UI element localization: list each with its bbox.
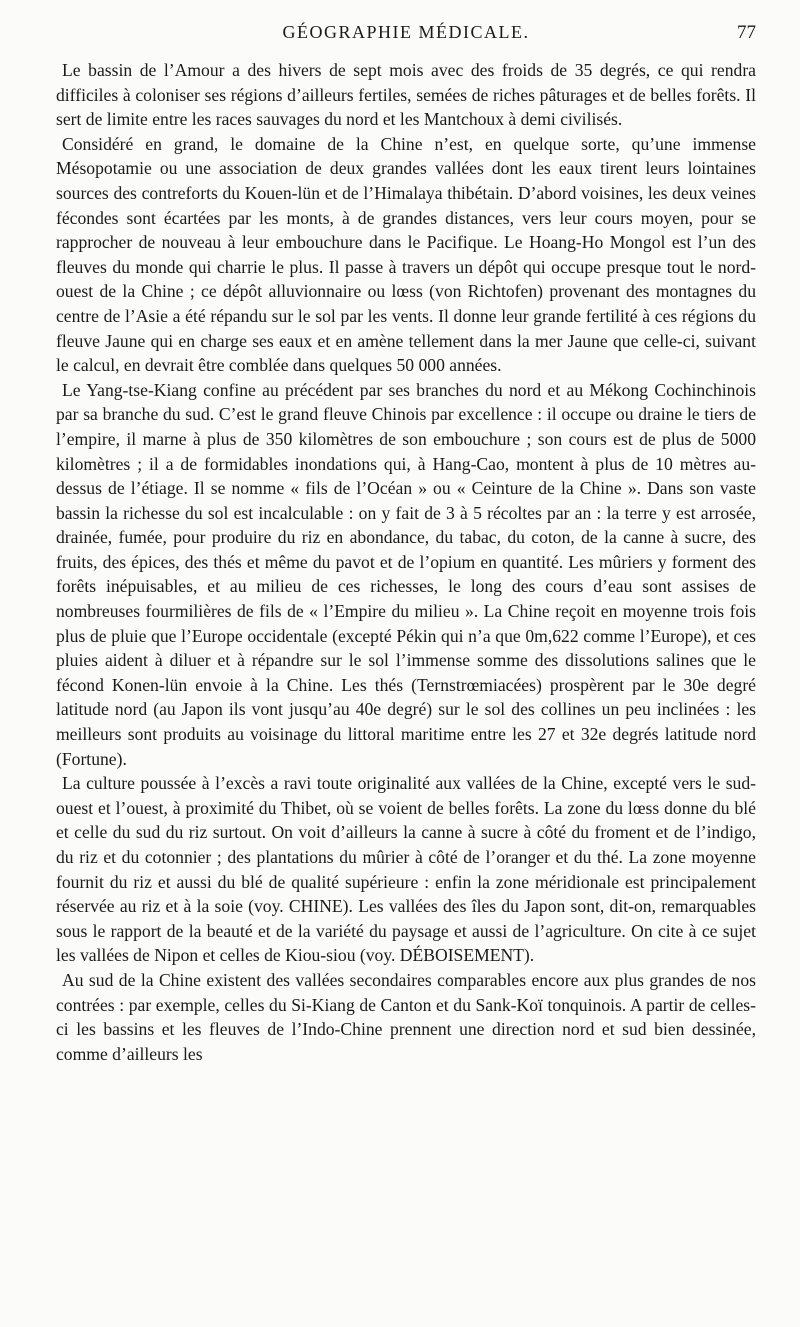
page-number: 77	[737, 22, 756, 43]
paragraph-text: Le bassin de l’Amour a des hivers de sept mois avec des froids de 35 degrés, ce qui rendra difficiles à coloniser ses régions d’ailleurs fertiles, semées de riches pâturages et de belles forêts. Il sert de limite entre les races sauvages du nord et les Mantchoux à demi civilisés.	[56, 60, 756, 130]
body-text	[56, 58, 756, 1066]
paragraph-amour-basin	[56, 58, 756, 132]
paragraph-south-china	[56, 968, 756, 1066]
page-header	[56, 22, 756, 52]
paragraph-yang-tse-kiang	[56, 378, 756, 772]
paragraph-text: Considéré en grand, le domaine de la Chine n’est, en quelque sorte, qu’une immense Mésopotamie ou une association de deux grandes vallées dont les eaux tirent leurs lointaines sources des contreforts du Kouen-lün et de l’Himalaya thibétain. D’abord voisines, les deux veines fécondes sont écartées par les monts, à de grandes distances, vers leur cours moyen, pour se rapprocher de nouveau à leur embouchure dans le Pacifique. Le Hoang-Ho Mongol est l’un des fleuves du monde qui charrie le plus. Il passe à travers un dépôt qui occupe presque tout le nord-ouest de la Chine ; ce dépôt alluvionnaire ou lœss (von Richtofen) provenant des montagnes du centre de l’Asie a été répandu sur le sol par les vents. Il donne leur grande fertilité à ces régions du fleuve Jaune qui en charge ses eaux et en amène tellement dans la mer Jaune que celle-ci, suivant le calcul, en devrait être comblée dans quelques 50 000 années.	[56, 133, 756, 376]
paragraph-text: Au sud de la Chine existent des vallées secondaires comparables encore aux plus grandes de nos contrées : par exemple, celles du Si-Kiang de Canton et du Sank-Koï tonquinois. A partir de celles-ci les bassins et les fleuves de l’Indo-Chine prennent une direction nord et sud bien dessinée, comme d’ailleurs les	[56, 969, 756, 1064]
paragraph-text: La culture poussée à l’excès a ravi toute originalité aux vallées de la Chine, excepté vers le sud-ouest et l’ouest, à proximité du Thibet, où se voient de belles forêts. La zone du lœss donne du blé et celle du sud du riz surtout. On voit d’ailleurs la canne à sucre à côté du froment et de l’indigo, du riz et du cotonnier ; des plantations du mûrier à côté de l’oranger et du thé. La zone moyenne fournit du riz et aussi du blé de qualité supérieure : enfin la zone méridionale est principalement réservée au riz et à la soie (voy. CHINE). Les vallées des îles du Japon sont, dit-on, remarquables sous le rapport de la beauté et de la variété du paysage et aussi de l’agriculture. On cite à ce sujet les vallées de Nipon et celles de Kiou-siou (voy. DÉBOISEMENT).	[56, 773, 756, 966]
paragraph-culture	[56, 771, 756, 968]
running-title: GÉOGRAPHIE MÉDICALE.	[282, 22, 530, 42]
paragraph-china-domain	[56, 132, 756, 378]
paragraph-text: Le Yang-tse-Kiang confine au précédent par ses branches du nord et au Mékong Cochinchinois par sa branche du sud. C’est le grand fleuve Chinois par excellence : il occupe ou draine le tiers de l’empire, il marne à plus de 350 kilomètres de son embouchure ; son cours est de plus de 5000 kilomètres ; il a de formidables inondations qui, à Hang-Cao, montent à plus de 10 mètres au-dessus de l’étiage. Il se nomme « fils de l’Océan » ou « Ceinture de la Chine ». Dans son vaste bassin la richesse du sol est incalculable : on y fait de 3 à 5 récoltes par an : la terre y est arrosée, drainée, fumée, pour produire du riz en abondance, du tabac, du coton, de la canne à sucre, des fruits, des épices, des thés et même du pavot et de l’opium en quantité. Les mûriers y forment des forêts inépuisables, et au milieu de ces richesses, le long des cours d’eau sont assises de nombreuses fourmilières de fils de « l’Empire du milieu ». La Chine reçoit en moyenne trois fois plus de pluie que l’Europe occidentale (excepté Pékin qui n’a que 0m,622 comme l’Europe), et ces pluies aident à diluer et à répandre sur le sol l’immense somme des dissolutions salines que le fécond Konen-lün envoie à la Chine. Les thés (Ternstrœmiacées) prospèrent par le 30e degré latitude nord (au Japon ils vont jusqu’au 40e degré) sur le sol des collines un peu inclinées : les meilleurs sont produits au voisinage du littoral maritime entre les 27 et 32e degrés latitude nord (Fortune).	[56, 379, 756, 769]
